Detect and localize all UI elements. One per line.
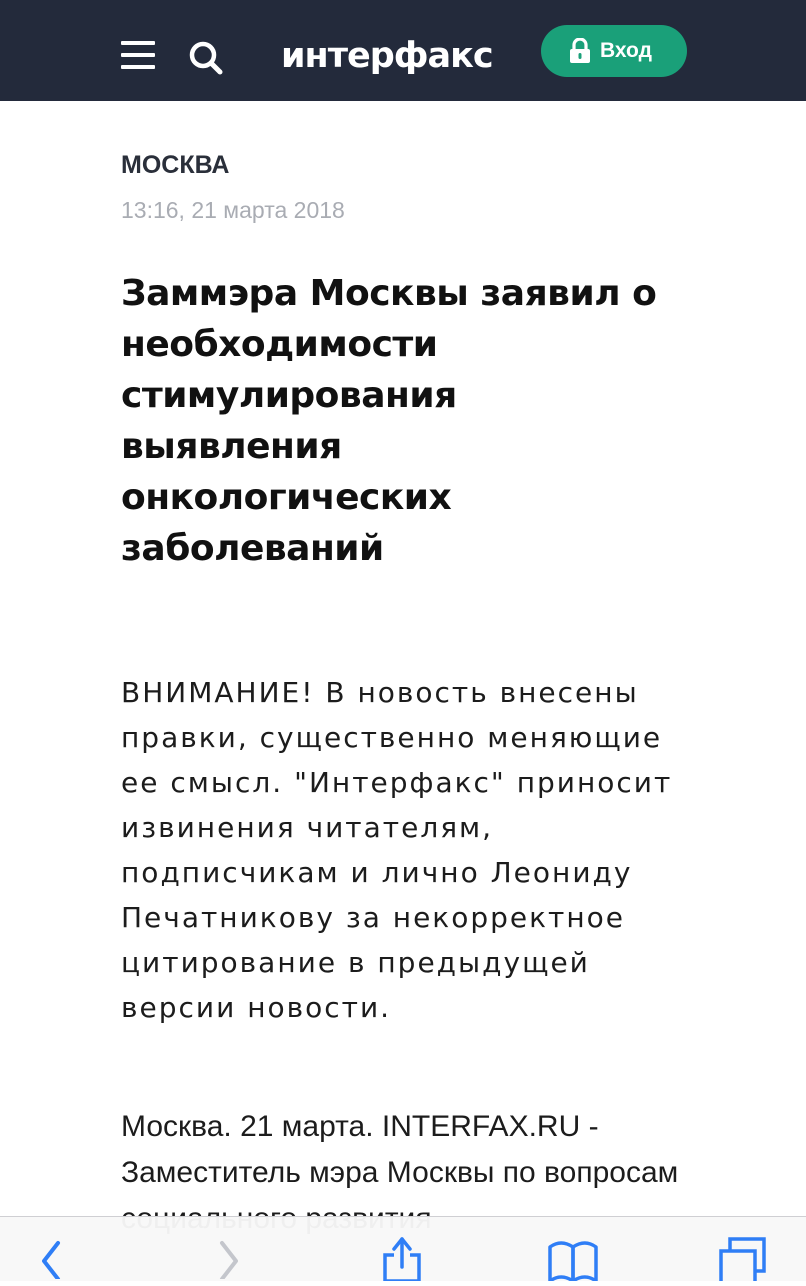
login-label: Вход [600, 39, 652, 62]
tabs-icon[interactable] [716, 1231, 770, 1286]
browser-toolbar [0, 1216, 806, 1281]
back-icon[interactable] [36, 1231, 66, 1284]
article-headline: Заммэра Москвы заявил о необходимости стимулирования выявления онкологических заболеваний [121, 273, 657, 569]
interfax-logo[interactable] [281, 26, 501, 86]
search-icon[interactable] [187, 38, 225, 76]
logo-text: интерфакс [281, 36, 493, 76]
bookmarks-icon[interactable] [546, 1231, 600, 1286]
article-rubric[interactable]: МОСКВА [121, 151, 230, 179]
forward-icon[interactable] [214, 1231, 244, 1284]
login-button[interactable] [541, 25, 687, 77]
top-navigation-bar [0, 0, 806, 101]
menu-icon[interactable] [121, 40, 155, 70]
lock-icon [568, 38, 592, 64]
correction-notice: ВНИМАНИЕ! В новость внесены правки, существенно меняющие ее смысл. "Интерфакс" приносит извинения читателям, подписчикам и лично Леониду Печатникову за некорректное цитирование в предыдущей версии новости. [121, 676, 673, 1024]
article-lead-paragraph: Москва. 21 марта. INTERFAX.RU - Заместитель мэра Москвы по вопросам [121, 1110, 679, 1189]
article-timestamp: 13:16, 21 марта 2018 [121, 197, 345, 223]
share-icon[interactable] [380, 1231, 424, 1286]
